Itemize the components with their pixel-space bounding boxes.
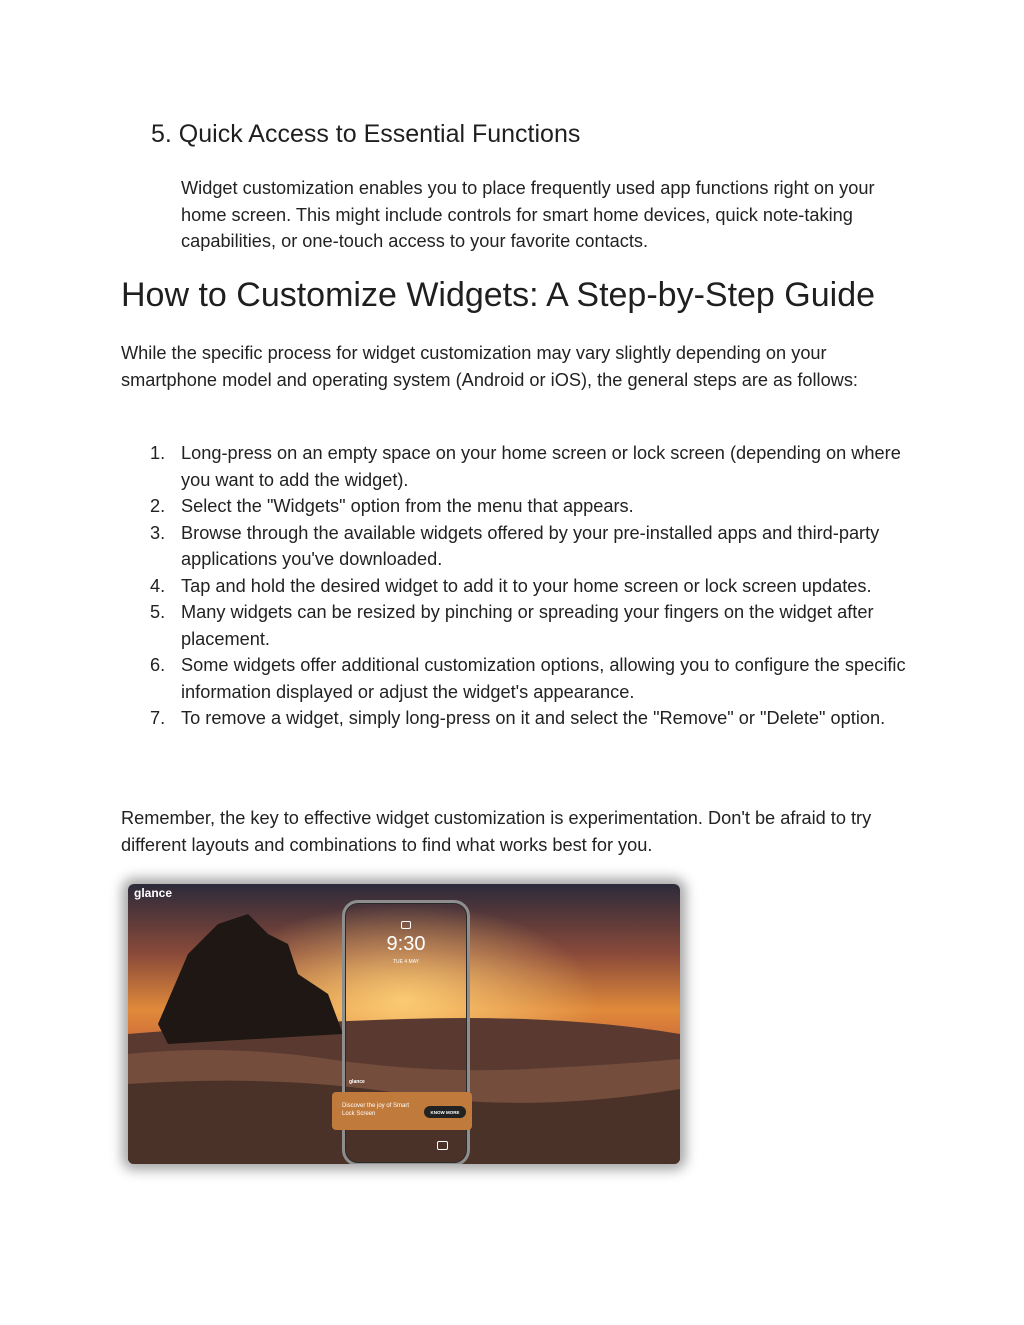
step-number: 4. <box>150 575 166 596</box>
step-text: Select the "Widgets" option from the menu that appears. <box>181 496 634 516</box>
step-number: 3. <box>150 522 166 543</box>
list-item <box>121 705 911 732</box>
list-item <box>121 652 911 705</box>
list-item <box>121 520 911 573</box>
phone-time: 9:30 <box>386 933 426 955</box>
closing-paragraph: Remember, the key to effective widget customization is experimentation. Don't be afraid to try different layouts and combinations to find what works best for you. <box>121 808 872 855</box>
know-more-button: KNOW MORE <box>424 1106 466 1118</box>
camera-icon <box>437 1141 448 1150</box>
promo-card-text: Discover the joy of Smart Lock Screen <box>342 1103 410 1117</box>
glance-logo: glance <box>134 886 173 900</box>
guide-intro: While the specific process for widget customization may vary slightly depending on your smartphone model and operating system (Android or iOS), the general steps are as follows: <box>121 343 858 390</box>
list-item <box>121 493 911 520</box>
section-heading: 5. Quick Access to Essential Functions <box>151 120 581 148</box>
step-text: Browse through the available widgets offered by your pre-installed apps and third-party applications you've downloaded. <box>181 522 880 569</box>
step-number: 2. <box>150 496 166 516</box>
promo-card <box>332 1092 472 1130</box>
step-text: Many widgets can be resized by pinching or spreading your fingers on the widget after placement. <box>181 602 874 649</box>
step-text: To remove a widget, simply long-press on it and select the "Remove" or "Delete" option. <box>181 708 886 728</box>
list-item <box>121 599 911 652</box>
step-number: 1. <box>150 443 166 463</box>
steps-list <box>121 440 911 732</box>
step-number: 6. <box>150 655 166 675</box>
step-number: 7. <box>150 708 166 728</box>
step-text: Long-press on an empty space on your home screen or lock screen (depending on where you want to add the widget). <box>181 443 901 490</box>
list-item <box>121 440 911 493</box>
lock-screen-illustration <box>128 884 680 1164</box>
phone-date: TUE 4 MAY <box>392 959 420 965</box>
phone-brand: glance <box>349 1079 365 1085</box>
list-item <box>121 573 911 600</box>
lock-icon <box>401 921 411 929</box>
step-text: Some widgets offer additional customization options, allowing you to configure the specific information displayed or adjust the widget's appearance. <box>181 655 906 702</box>
step-number: 5. <box>150 602 166 622</box>
guide-heading: How to Customize Widgets: A Step-by-Step Guide <box>121 276 876 314</box>
step-text: Tap and hold the desired widget to add it to your home screen or lock screen updates. <box>181 575 872 596</box>
section-body: Widget customization enables you to place frequently used app functions right on your home screen. This might include controls for smart home devices, quick note-taking capabilities, or one-touch access to your favorite contacts. <box>181 178 875 251</box>
